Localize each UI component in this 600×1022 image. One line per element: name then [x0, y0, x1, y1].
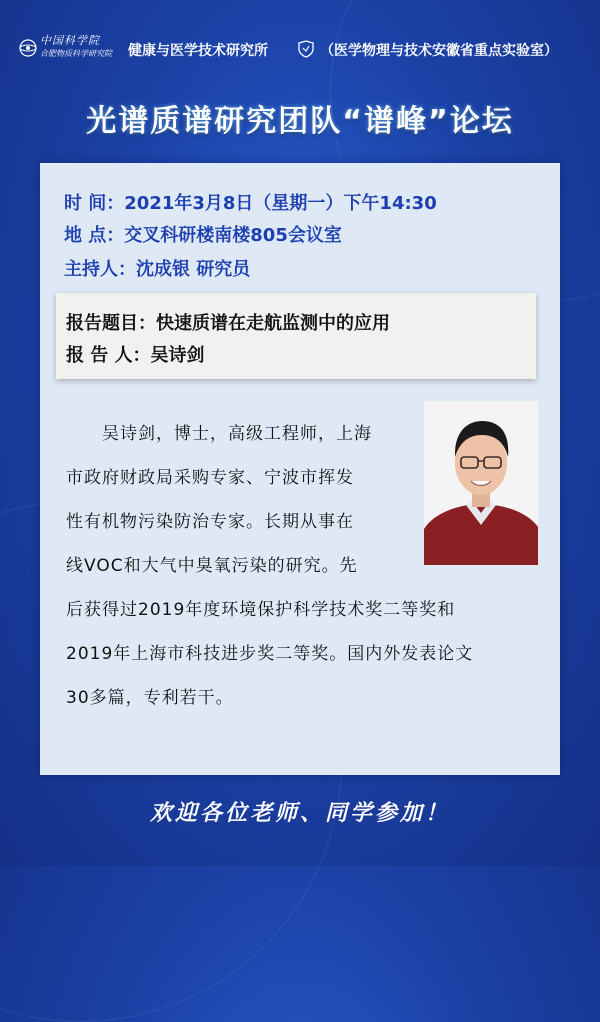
- place-row: [64, 221, 342, 247]
- time-row: [64, 189, 437, 215]
- bio-line: 吴诗剑，博士，高级工程师，上海: [102, 424, 372, 444]
- host-row: [64, 255, 250, 281]
- bio-line: 性有机物污染防治专家。长期从事在: [66, 512, 354, 532]
- content-panel: [40, 163, 560, 775]
- bio-line: 后获得过2019年度环境保护科学技术奖二等奖和: [66, 600, 456, 620]
- bio-line: 线VOC和大气中臭氧污染的研究。先: [66, 556, 358, 576]
- shield-icon: [298, 40, 314, 58]
- logo-line2: 合肥物质科学研究院: [40, 49, 112, 58]
- place-value: 交叉科研楼南楼805会议室: [124, 225, 342, 246]
- institute-name: 健康与医学技术研究所: [128, 43, 268, 59]
- logo-line1: 中国科学院: [40, 34, 100, 47]
- bio-line: 市政府财政局采购专家、宁波市挥发: [66, 468, 354, 488]
- bio-line: 2019年上海市科技进步奖二等奖。国内外发表论文: [66, 644, 474, 664]
- speaker-row: [66, 341, 205, 367]
- host-label: 主持人：: [64, 259, 136, 280]
- time-label: 时 间：: [64, 193, 125, 214]
- page-title: 光谱质谱研究团队“谱峰”论坛: [86, 104, 514, 139]
- topic-value: 快速质谱在走航监测中的应用: [156, 313, 390, 334]
- footer-welcome: 欢迎各位老师、同学参加！: [149, 800, 450, 826]
- report-box: [56, 293, 536, 379]
- place-label: 地 点：: [64, 225, 125, 246]
- topic-label: 报告题目：: [66, 313, 156, 334]
- speaker-portrait-icon: [424, 401, 538, 565]
- bio-line: 30多篇，专利若干。: [66, 688, 234, 708]
- speaker-photo: [424, 401, 538, 565]
- topic-row: [66, 309, 390, 335]
- cas-logo-icon: [18, 38, 38, 58]
- speaker-label: 报 告 人：: [66, 345, 151, 366]
- speaker-value: 吴诗剑: [150, 345, 205, 366]
- host-value: 沈成银 研究员: [136, 259, 251, 280]
- time-value: 2021年3月8日（星期一）下午14:30: [124, 193, 437, 214]
- header: [0, 0, 600, 80]
- lab-name: （医学物理与技术安徽省重点实验室）: [320, 43, 558, 59]
- cas-logo-text: [40, 34, 128, 60]
